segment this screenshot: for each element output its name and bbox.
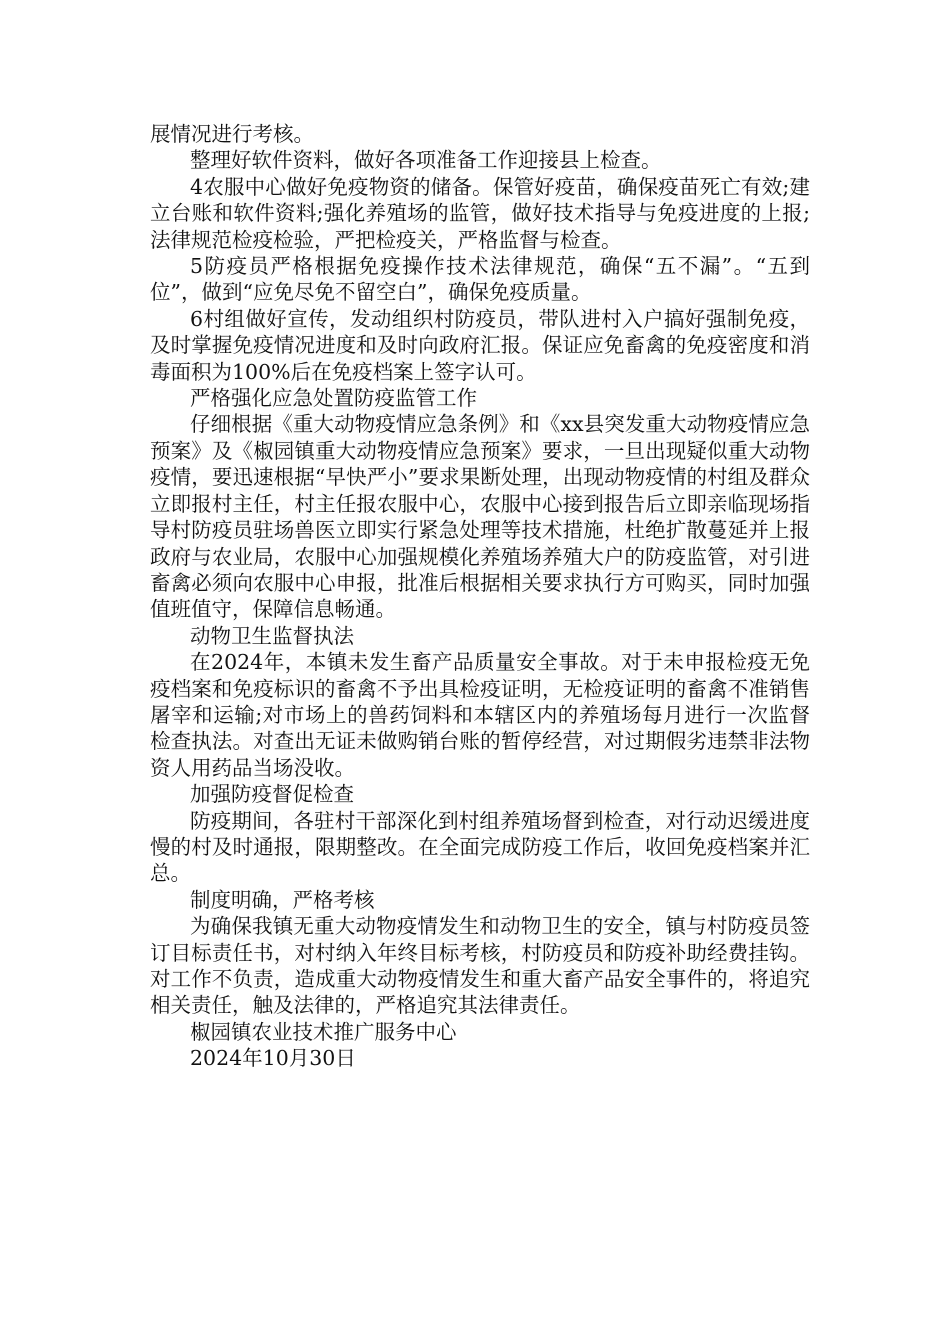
section-heading-assessment: 制度明确，严格考核 [190, 887, 375, 912]
section-heading-supervision: 动物卫生监督执法 [190, 623, 354, 648]
signature-date: 2024年10月30日 [190, 1046, 356, 1071]
signature-organization: 椒园镇农业技术推广服务中心 [190, 1019, 457, 1044]
document-body [150, 121, 810, 1072]
paragraph-software-materials: 整理好软件资料，做好各项准备工作迎接县上检查。 [190, 148, 662, 173]
paragraph-assessment: 为确保我镇无重大动物疫情发生和动物卫生的安全，镇与村防疫员签订目标责任书，对村纳入年终目标考核，村防疫员和防疫补助经费挂钩。对工作不负责，造成重大动物疫情发生和重大畜产品安全事件的，将追究相关责任，触及法律的，严格追究其法律责任。 [150, 914, 810, 1018]
paragraph-emergency: 仔细根据《重大动物疫情应急条例》和《xx县突发重大动物疫情应急预案》及《椒园镇重大动物疫情应急预案》要求，一旦出现疑似重大动物疫情，要迅速根据“早快严小”要求果断处理，出现动物疫情的村组及群众立即报村主任，村主任报农服中心，农服中心接到报告后立即亲临现场指导村防疫员驻场兽医立即实行紧急处理等技术措施，杜绝扩散蔓延并上报政府与农业局，农服中心加强规模化养殖场养殖大户的防疫监管，对引进畜禽必须向农服中心申报，批准后根据相关要求执行方可购买，同时加强值班值守，保障信息畅通。 [150, 412, 810, 622]
paragraph-continuation: 展情况进行考核。 [150, 122, 314, 146]
paragraph-inspection: 防疫期间，各驻村干部深化到村组养殖场督到检查，对行动迟缓进度慢的村及时通报，限期整改。在全面完成防疫工作后，收回免疫档案并汇总。 [150, 808, 810, 886]
section-heading-emergency: 严格强化应急处置防疫监管工作 [190, 386, 477, 411]
paragraph-supervision: 在2024年，本镇未发生畜产品质量安全事故。对于未申报检疫无免疫档案和免疫标识的畜禽不予出具检疫证明，无检疫证明的畜禽不准销售屠宰和运输;对市场上的兽药饲料和本辖区内的养殖场每月进行一次监督检查执法。对查出无证未做购销台账的暂停经营，对过期假劣违禁非法物资人用药品当场没收。 [150, 650, 810, 780]
paragraph-item-4: 4农服中心做好免疫物资的储备。保管好疫苗，确保疫苗死亡有效;建立台账和软件资料;强化养殖场的监管，做好技术指导与免疫进度的上报;法律规范检疫检验，严把检疫关，严格监督与检查。 [150, 174, 810, 252]
section-heading-inspection: 加强防疫督促检查 [190, 782, 354, 807]
paragraph-item-5: 5防疫员严格根据免疫操作技术法律规范，确保“五不漏”。“五到位”，做到“应免尽免不留空白”，确保免疫质量。 [150, 254, 810, 305]
paragraph-item-6: 6村组做好宣传，发动组织村防疫员，带队进村入户搞好强制免疫，及时掌握免疫情况进度和及时向政府汇报。保证应免畜禽的免疫密度和消毒面积为100%后在免疫档案上签字认可。 [150, 306, 810, 384]
